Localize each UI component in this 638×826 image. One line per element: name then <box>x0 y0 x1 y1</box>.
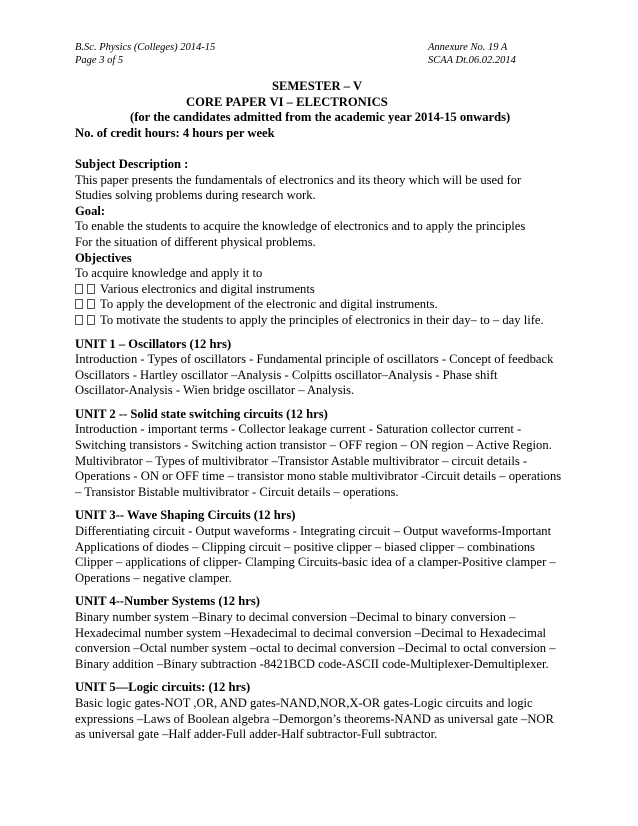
paragraph-line: expressions –Laws of Boolean algebra –Demorgon’s theorems-NAND as universal gate –NOR <box>75 711 554 726</box>
paragraph-line: Operations – negative clamper. <box>75 570 232 585</box>
bullet-box-icon <box>75 284 83 294</box>
unit-4-section <box>75 594 565 672</box>
main-content <box>75 79 565 743</box>
paragraph-line: To enable the students to acquire the knowledge of electronics and to apply the principles <box>75 219 526 234</box>
bullet-box-icon <box>75 315 83 325</box>
list-item-text: To apply the development of the electronic and digital instruments. <box>100 297 438 312</box>
list-item-text: To motivate the students to apply the principles of electronics in their day– to – day life. <box>100 312 544 327</box>
list-item <box>75 313 565 329</box>
paper-title: CORE PAPER VI – ELECTRONICS <box>186 94 388 109</box>
paragraph-line: Oscillator-Analysis - Wien bridge oscillator – Analysis. <box>75 383 355 398</box>
paragraph-line: Operations - ON or OFF time – transistor mono stable multivibrator -Circuit details – operations <box>75 469 562 484</box>
program-year: B.Sc. Physics (Colleges) 2014-15 <box>75 42 216 53</box>
unit-1-section <box>75 337 565 399</box>
annexure-number: Annexure No. 19 A <box>428 42 508 53</box>
paragraph-line: Applications of diodes – Clipping circuit – positive clipper – biased clipper – combinations <box>75 539 535 554</box>
list-item <box>75 297 565 313</box>
section-heading: Objectives <box>75 250 132 265</box>
page-number: Page 3 of 5 <box>75 55 124 66</box>
paragraph-line: Binary number system –Binary to decimal conversion –Decimal to binary conversion – <box>75 610 516 624</box>
bullet-box-icon <box>87 299 95 309</box>
paragraph-line: Basic logic gates-NOT ,OR, AND gates-NAND,NOR,X-OR gates-Logic circuits and logic <box>75 695 533 710</box>
goal-section <box>75 204 565 251</box>
paragraph-line: Introduction - important terms - Collector leakage current - Saturation collector current - <box>75 422 522 437</box>
paragraph-line: Hexadecimal number system –Hexadecimal to decimal conversion –Decimal to Hexadecimal <box>75 625 547 640</box>
paragraph-line: Switching transistors - Switching action transistor – OFF region – ON region – Active Region. <box>75 438 552 453</box>
bullet-box-icon <box>75 299 83 309</box>
paragraph-line: as universal gate –Half adder-Full adder-Half subtractor-Full subtractor. <box>75 727 438 742</box>
paragraph-line: To acquire knowledge and apply it to <box>75 266 263 281</box>
section-heading: Goal: <box>75 203 106 218</box>
unit-heading: UNIT 2 -- Solid state switching circuits (12 hrs) <box>75 406 328 421</box>
unit-heading: UNIT 3-- Wave Shaping Circuits (12 hrs) <box>75 508 296 523</box>
unit-2-section <box>75 407 565 501</box>
list-item-text: Various electronics and digital instruments <box>100 281 315 296</box>
paragraph-line: Clipper – applications of clipper- Clamping Circuits-basic idea of a clamper-Positive clamper – <box>75 555 556 570</box>
subject-description-section <box>75 157 565 204</box>
bullet-box-icon <box>87 284 95 294</box>
unit-5-section <box>75 680 565 742</box>
unit-heading: UNIT 1 – Oscillators (12 hrs) <box>75 336 232 351</box>
bullet-box-icon <box>87 315 95 325</box>
header-right <box>428 41 516 67</box>
unit-3-section <box>75 508 565 586</box>
paragraph-line: conversion –Octal number system –octal to decimal conversion –Decimal to octal conversion – <box>75 641 556 656</box>
paragraph-line: Introduction - Types of oscillators - Fundamental principle of oscillators - Concept of feedback <box>75 352 554 367</box>
scaa-date: SCAA Dt.06.02.2014 <box>428 55 516 66</box>
header-left <box>75 41 215 67</box>
paragraph-line: Multivibrator – Types of multivibrator –Transistor Astable multivibrator – circuit details - <box>75 453 528 468</box>
unit-heading: UNIT 5—Logic circuits: (12 hrs) <box>75 680 251 695</box>
paragraph-line: Differentiating circuit - Output waveforms - Integrating circuit – Output waveforms-Important <box>75 524 552 539</box>
semester-title: SEMESTER – V <box>272 79 363 93</box>
credit-hours: No. of credit hours: 4 hours per week <box>75 125 275 140</box>
list-item <box>75 282 565 298</box>
paragraph-line: Oscillators - Hartley oscillator –Analysis - Colpitts oscillator–Analysis - Phase shift <box>75 367 498 382</box>
paragraph-line: Binary addition –Binary subtraction -8421BCD code-ASCII code-Multiplexer-Demultiplexer. <box>75 656 549 671</box>
paragraph-line: – Transistor Bistable multivibrator - Circuit details – operations. <box>75 484 399 499</box>
section-heading: Subject Description : <box>75 156 189 171</box>
unit-heading: UNIT 4--Number Systems (12 hrs) <box>75 594 260 609</box>
paragraph-line: For the situation of different physical problems. <box>75 234 316 249</box>
candidates-note: (for the candidates admitted from the academic year 2014-15 onwards) <box>130 110 511 125</box>
paragraph-line: Studies solving problems during research work. <box>75 188 316 203</box>
paragraph-line: This paper presents the fundamentals of electronics and its theory which will be used for <box>75 172 522 187</box>
objectives-section <box>75 251 565 329</box>
